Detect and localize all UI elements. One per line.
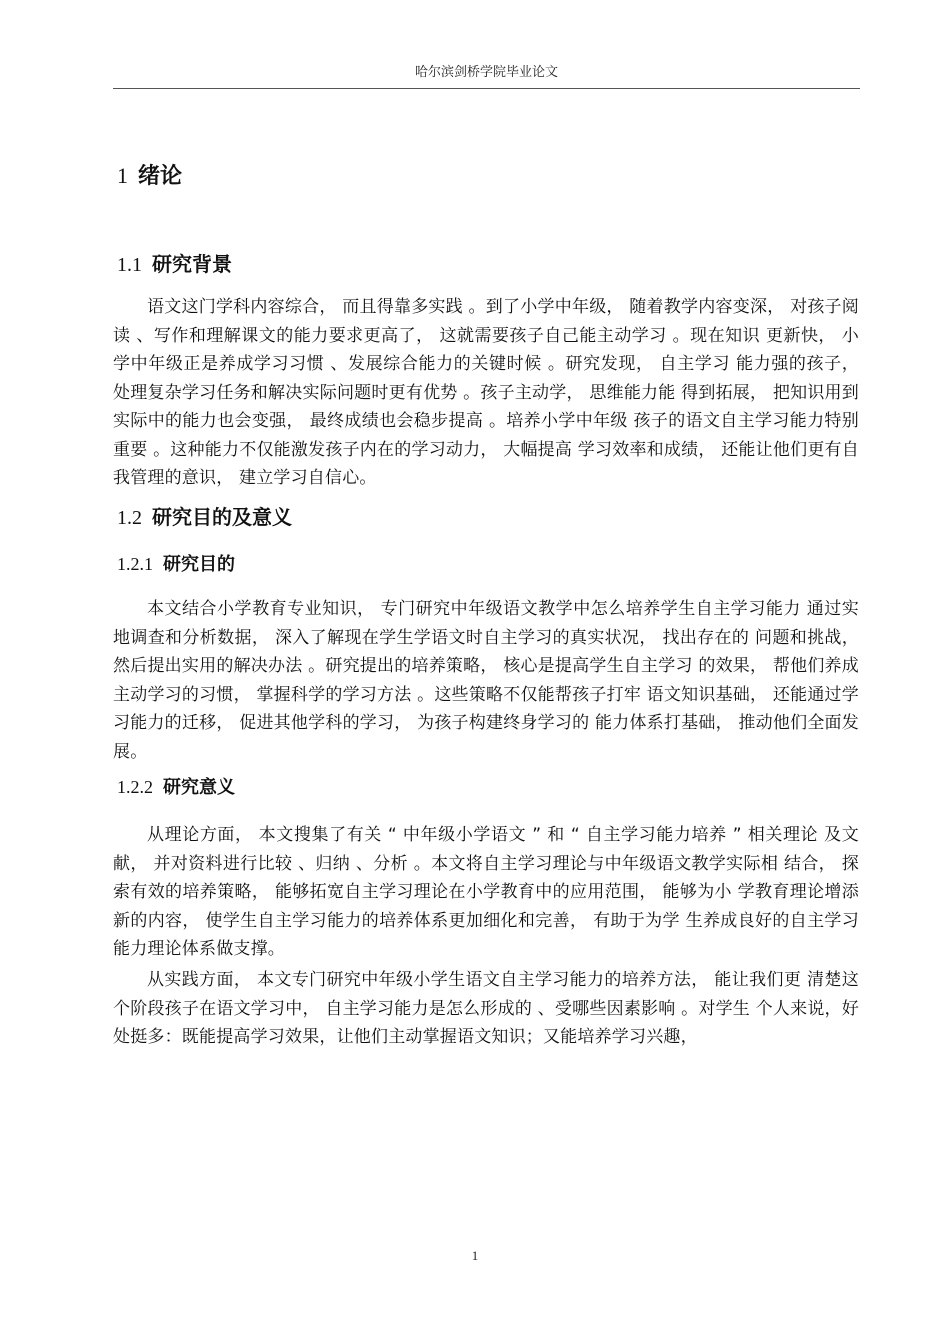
paragraph-research-background: 语文这门学科内容综合， 而且得靠多实践 。到了小学中年级， 随着教学内容变深， 对孩子阅读 、写作和理解课文的能力要求更高了， 这就需要孩子自己能主动学习 。现在知识 更新快， 小学中年级正是养成学习习惯 、发展综合能力的关键时候 。研究发现， 自主学习 能力强的孩子， 处理复杂学习任务和解决实际问题时更有优势 。孩子主动学， 思维能力能 得到拓展， 把知识用到实际中的能力也会变强， 最终成绩也会稳步提高 。培养小学中年级 孩子的语文自主学习能力特别重要 。这种能力不仅能激发孩子内在的学习动力， 大幅提高 学习效率和成绩， 还能让他们更有自我管理的意识， 建立学习自信心。 (113, 297, 859, 488)
section-heading-1-2 (117, 503, 292, 532)
subsection-heading-1-2-2 (117, 774, 235, 801)
chapter-number: 1 (117, 163, 128, 188)
section-title: 研究目的及意义 (152, 505, 292, 529)
subsection-title: 研究目的 (163, 554, 235, 575)
paragraph-theoretical-significance: 从理论方面， 本文搜集了有关 “ 中年级小学语文 ” 和 “ 自主学习能力培养 ” 相关理论 及文献， 并对资料进行比较 、归纳 、分析 。本文将自主学习理论与中年级语文教学实际相 结合， 探索有效的培养策略， 能够拓宽自主学习理论在小学教育中的应用范围， 能够为小 学教育理论增添新的内容， 使学生自主学习能力的培养体系更加细化和完善， 有助于为学 生养成良好的自主学习能力理论体系做支撑。 (113, 825, 859, 959)
page-number: 1 (471, 1248, 479, 1263)
subsection-number: 1.2.2 (117, 777, 153, 797)
section-number: 1.1 (117, 254, 142, 276)
chapter-heading (117, 160, 182, 193)
subsection-heading-1-2-1 (117, 551, 235, 578)
section-number: 1.2 (117, 507, 142, 529)
subsection-number: 1.2.1 (117, 554, 153, 574)
running-header: 哈尔滨剑桥学院毕业论文 (414, 65, 558, 80)
paragraph-practical-significance: 从实践方面， 本文专门研究中年级小学生语文自主学习能力的培养方法， 能让我们更 清楚这个阶段孩子在语文学习中， 自主学习能力是怎么形成的 、受哪些因素影响 。对学生 个人来说，好处挺多：既能提高学习效果，让他们主动掌握语文知识；又能培养学习兴趣， (113, 970, 859, 1047)
subsection-title: 研究意义 (163, 777, 235, 798)
header-divider (113, 88, 860, 89)
section-title: 研究背景 (152, 252, 232, 276)
section-heading-1-1 (117, 250, 232, 279)
chapter-title: 绪论 (138, 164, 183, 189)
paragraph-research-purpose: 本文结合小学教育专业知识， 专门研究中年级语文教学中怎么培养学生自主学习能力 通过实地调查和分析数据， 深入了解现在学生学语文时自主学习的真实状况， 找出存在的 问题和挑战， 然后提出实用的解决办法 。研究提出的培养策略， 核心是提高学生自主学习 的效果， 帮他们养成主动学习的习惯， 掌握科学的学习方法 。这些策略不仅能帮孩子打牢 语文知识基础， 还能通过学习能力的迁移， 促进其他学科的学习， 为孩子构建终身学习的 能力体系打基础， 推动他们全面发展。 (113, 599, 859, 762)
